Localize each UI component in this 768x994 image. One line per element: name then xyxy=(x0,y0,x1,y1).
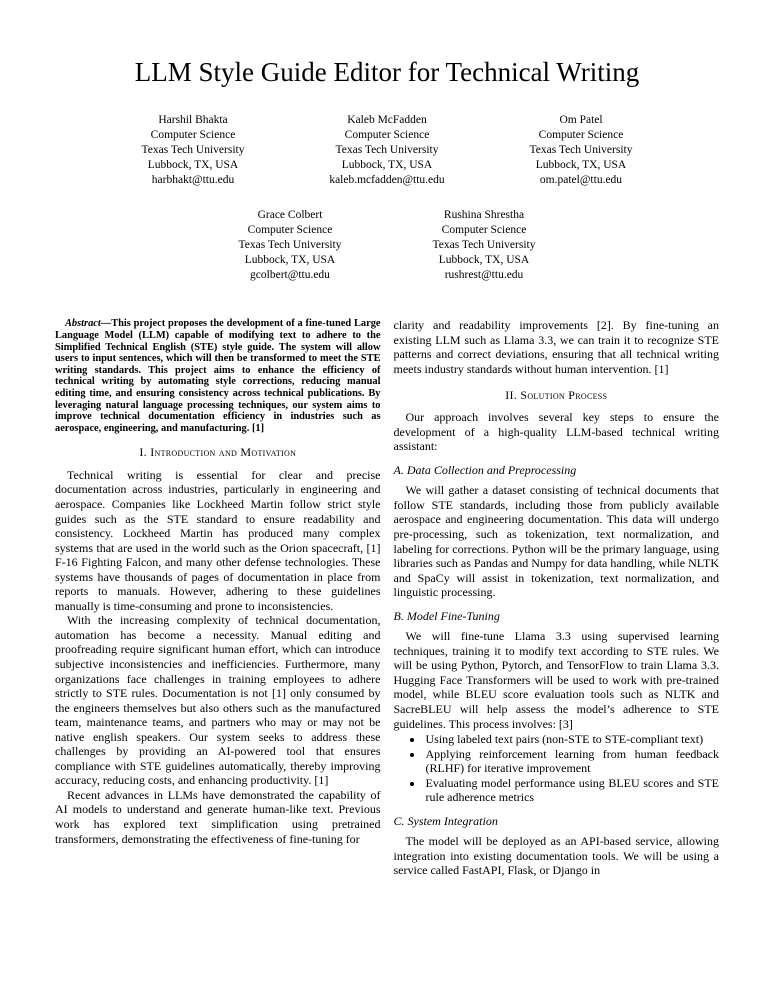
abstract-label: Abstract— xyxy=(65,318,112,330)
paragraph: Technical writing is essential for clear and precise documentation across industries, particularly in engineering and aerospace. Companies like Lockheed Martin follow strict style guides such as the STE standard to ensure readability and consistency. Lockheed Martin has produced many complex systems that are used in the world such as the Orion spacecraft, [1] F-16 Fighting Falcon, and many other defense technologies. These systems have thousands of pages of documentation in place from reports to manuals. However, adhering to these guidelines manually is time-consuming and prone to inconsistencies. xyxy=(55,467,381,613)
author-block xyxy=(484,113,678,188)
bullet-list xyxy=(394,732,720,805)
author-email: om.patel@ttu.edu xyxy=(539,174,623,187)
author-email: gcolbert@ttu.edu xyxy=(250,269,330,282)
author-department: Computer Science xyxy=(441,224,527,237)
right-column xyxy=(394,318,720,878)
paragraph: We will fine-tune Llama 3.3 using supervised learning techniques, training it to modify text according to STE rules. We will be using Python, Pytorch, and TensorFlow to train Llama 3.3. Hugging Face Transformers will be used to work with pre-trained model, while BLEU score evaluation tools such as NLTK and SacreBLEU will help assess the model’s adherence to STE guidelines. This process involves: [3] xyxy=(393,629,719,731)
author-location: Lubbock, TX, USA xyxy=(341,159,433,172)
author-block xyxy=(290,113,484,188)
author-university: Texas Tech University xyxy=(335,144,439,157)
subsection-heading-data-collection: A. Data Collection and Preprocessing xyxy=(393,462,577,477)
author-name: Harshil Bhakta xyxy=(158,114,228,127)
bullet-item: • Applying reinforcement learning from human feedback (RLHF) for iterative improvement xyxy=(424,747,720,776)
paragraph: With the increasing complexity of technical documentation, automation has become a necessity. Manual editing and proofreading require significant human effort, which can introduce subjective inconsistencies and inefficiencies. Furthermore, many organizations face challenges in training employees to adhere strictly to STE rules. Documentation is not [1] only consumed by the engineers themselves but also others such as the manufactured team, maintenance teams, and partners who may or may not be native english speakers. Our system seeks to address these challenges by providing an AI-powered tool that ensures compliance with STE guidelines automatically, thereby improving accuracy, reducing costs, and enhancing productivity. [1] xyxy=(55,613,381,788)
author-name: Om Patel xyxy=(559,114,603,127)
bullet-item: • Evaluating model performance using BLEU scores and STE rule adherence metrics xyxy=(424,776,720,805)
author-name: Rushina Shrestha xyxy=(443,209,525,222)
bullet-item: • Using labeled text pairs (non-STE to STE-compliant text) xyxy=(424,732,720,747)
paragraph: We will gather a dataset consisting of technical documents that follow STE standards, including those from publicly available aerospace and engineering documentation. This data will undergo pre-processing, such as tokenization, text normalization, and labeling for corrections. Python will be the primary language, using libraries such as Pandas and Numpy for data handling, while NLTK and SpaCy will assist in tokenization, text normalization, and linguistic processing. xyxy=(393,483,719,600)
author-email: harbhakt@ttu.edu xyxy=(151,174,235,187)
author-department: Computer Science xyxy=(247,224,333,237)
paragraph: Recent advances in LLMs have demonstrated the capability of AI models to understand and generate human-like text. Previous work has explored text simplification using pretrained transformers, demonstrating the effectiveness of fine-tuning for xyxy=(55,787,381,846)
author-location: Lubbock, TX, USA xyxy=(147,159,239,172)
author-university: Texas Tech University xyxy=(529,144,633,157)
abstract-text: This project proposes the development of a fine-tuned Large Language Model (LLM) capable of modifying text to adhere to the Simplified Technical English (STE) style guide. The system will allow users to input sentences, which will then be transformed to meet the STE writing standards. This project aims to enhance the efficiency of technical writing by automating style corrections, reducing manual editing time, and ensuring consistency across technical publications. By leveraging natural language processing techniques, our system aims to improve technical documentation efficiency in industries such as aerospace, engineering, and manufacturing. [1] xyxy=(55,318,381,434)
section-heading-solution-process: II. Solution Process xyxy=(505,387,608,402)
author-location: Lubbock, TX, USA xyxy=(438,254,530,267)
paragraph: Our approach involves several key steps to ensure the development of a high-quality LLM-based technical writing assistant: xyxy=(393,410,719,454)
author-block xyxy=(387,208,581,283)
authors-row-2 xyxy=(55,208,719,283)
subsection-heading-system-integration: C. System Integration xyxy=(393,813,498,828)
author-university: Texas Tech University xyxy=(432,239,536,252)
author-location: Lubbock, TX, USA xyxy=(535,159,627,172)
author-block xyxy=(96,113,290,188)
abstract xyxy=(55,318,381,434)
author-block xyxy=(193,208,387,283)
left-column xyxy=(55,318,381,878)
author-name: Kaleb McFadden xyxy=(347,114,427,127)
author-email: kaleb.mcfadden@ttu.edu xyxy=(329,174,445,187)
author-department: Computer Science xyxy=(344,129,430,142)
paragraph: clarity and readability improvements [2]. By fine-tuning an existing LLM such as Llama 3.3, we can train it to recognize STE patterns and correct deviations, ensuring that all technical writing meets industry standards without human intervention. [1] xyxy=(393,318,719,377)
subsection-heading-model-fine-tuning: B. Model Fine-Tuning xyxy=(393,608,500,623)
author-name: Grace Colbert xyxy=(257,209,323,222)
body-columns xyxy=(55,318,719,878)
author-department: Computer Science xyxy=(150,129,236,142)
paragraph: The model will be deployed as an API-based service, allowing integration into existing documentation tools. We will be using a service called FastAPI, Flask, or Django in xyxy=(393,834,719,878)
section-heading-introduction: I. Introduction and Motivation xyxy=(139,445,297,460)
author-email: rushrest@ttu.edu xyxy=(444,269,524,282)
author-university: Texas Tech University xyxy=(141,144,245,157)
authors-row-1 xyxy=(55,113,719,188)
author-university: Texas Tech University xyxy=(238,239,342,252)
author-department: Computer Science xyxy=(538,129,624,142)
author-location: Lubbock, TX, USA xyxy=(244,254,336,267)
paper-title: LLM Style Guide Editor for Technical Writing xyxy=(134,57,640,87)
